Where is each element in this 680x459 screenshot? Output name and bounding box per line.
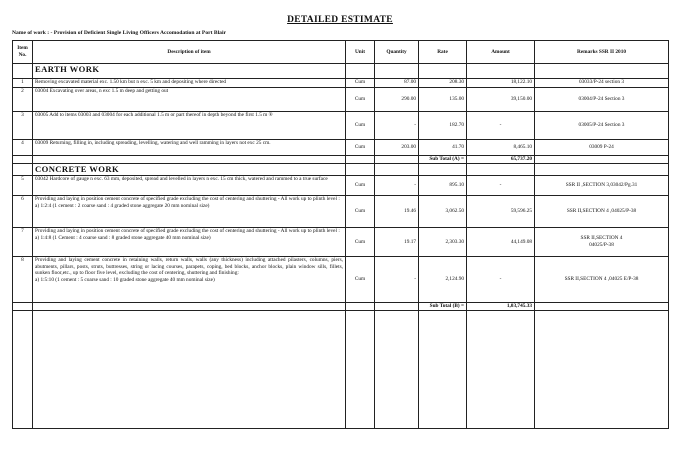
header-description: Description of item: [33, 41, 346, 64]
header-item-no: Item No.: [13, 41, 33, 64]
table-row: [13, 311, 669, 429]
table-row: 5 03042 Hardcore of gauge n exc. 63 mm, deposited, spread and levelled in layers n exc. 15 cm thick, watered and rammed to a true surface Cum - 895.10 - SSR II ,SECTION 3,03042/Pg.31: [13, 176, 669, 196]
table-row: 8 Providing and laying cement concrete in retaining walls, return walls, walls (any thickness) including attached pilasters, columns, piers, abutments, pillars, posts, struts, buttresses, string or lacing courses, parapets, coping, bed blocks, anchor blocks, plain window sills, fillets, sunken floor,etc., up to floor five level, excluding the cost of centering, shuttering and finishing: a) 1:5:10 (1 cement : 5 coarse sand : 10 graded stone aggregate 40 mm nominal size) Cum - 2,124.90 - SSR II,SECTION 4 ,04025 E/P-38: [13, 257, 669, 303]
table-row: 6 Providing and laying in position cement concrete of specified grade excluding the cost of centering and shuttering - All work up to plinth level : a) 1:2:4 (1 cement : 2 coarse sand : 4 graded stone aggregate 20 mm nominal size) Cum 19.46 3,062.50 59,596.25 SSR II,SECTION 4 ,04025/P-38: [13, 196, 669, 228]
section-row: [13, 164, 669, 176]
name-of-work: Name of work : - Provision of Deficient Single Living Officers Accomodation at Port Blair: [12, 30, 226, 36]
header-remarks: Remarks SSR II 2010: [535, 41, 669, 64]
document-title: DETAILED ESTIMATE: [287, 15, 393, 25]
section-heading-concrete-work: CONCRETE WORK: [33, 164, 346, 176]
section-heading-earth-work: EARTH WORK: [33, 64, 346, 79]
table-row: 4 03009 Returning, filling in, including spreading, levelling, watering and well ramming in layers not exc 25 cm. Cum 203.00 41.70 8,465.10 03009 P-24: [13, 140, 669, 156]
subtotal-a-label: Sub Total (A) =: [419, 156, 467, 164]
subtotal-b-value: 1,03,745.33: [467, 303, 535, 311]
subtotal-a-row: [13, 156, 669, 164]
table-row: 3 03005 Add to items 03003 and 03004 for each additional 1.5 m or part thereof in depth beyond the first 1.5 m ® Cum - 182.70 - 03005/P-24 Section 3: [13, 112, 669, 140]
header-quantity: Quantity: [375, 41, 419, 64]
header-unit: Unit: [346, 41, 375, 64]
header-rate: Rate: [419, 41, 467, 64]
subtotal-a-value: 65,737.20: [467, 156, 535, 164]
table-row: 2 03004 Excavating over areas, n exc 1.5 m deep and getting out Cum 290.00 135.00 39,150.00 03004/P-24 Section 3: [13, 88, 669, 112]
table-row: 1 Removing excavated material exc. 1.50 km but n exc. 5 km and depositing where directed Cum 87.00 208.30 18,122.10 03033/P-24 section 3: [13, 79, 669, 88]
subtotal-b-row: [13, 303, 669, 311]
subtotal-b-label: Sub Total (B) =: [419, 303, 467, 311]
estimate-table: [12, 40, 669, 429]
header-row: [13, 41, 669, 64]
section-row: [13, 64, 669, 79]
header-amount: Amount: [467, 41, 535, 64]
table-row: 7 Providing and laying in position cement concrete of specified grade excluding the cost of centering and shuttering - All work up to plinth level : a) 1:4:8 (1 Cement : 4 coarse sand : 8 graded stone aggregate 40 mm nominal size) Cum 19.17 2,303.30 44,149.08 SSR II,SECTION 4 04025/P-38: [13, 228, 669, 257]
